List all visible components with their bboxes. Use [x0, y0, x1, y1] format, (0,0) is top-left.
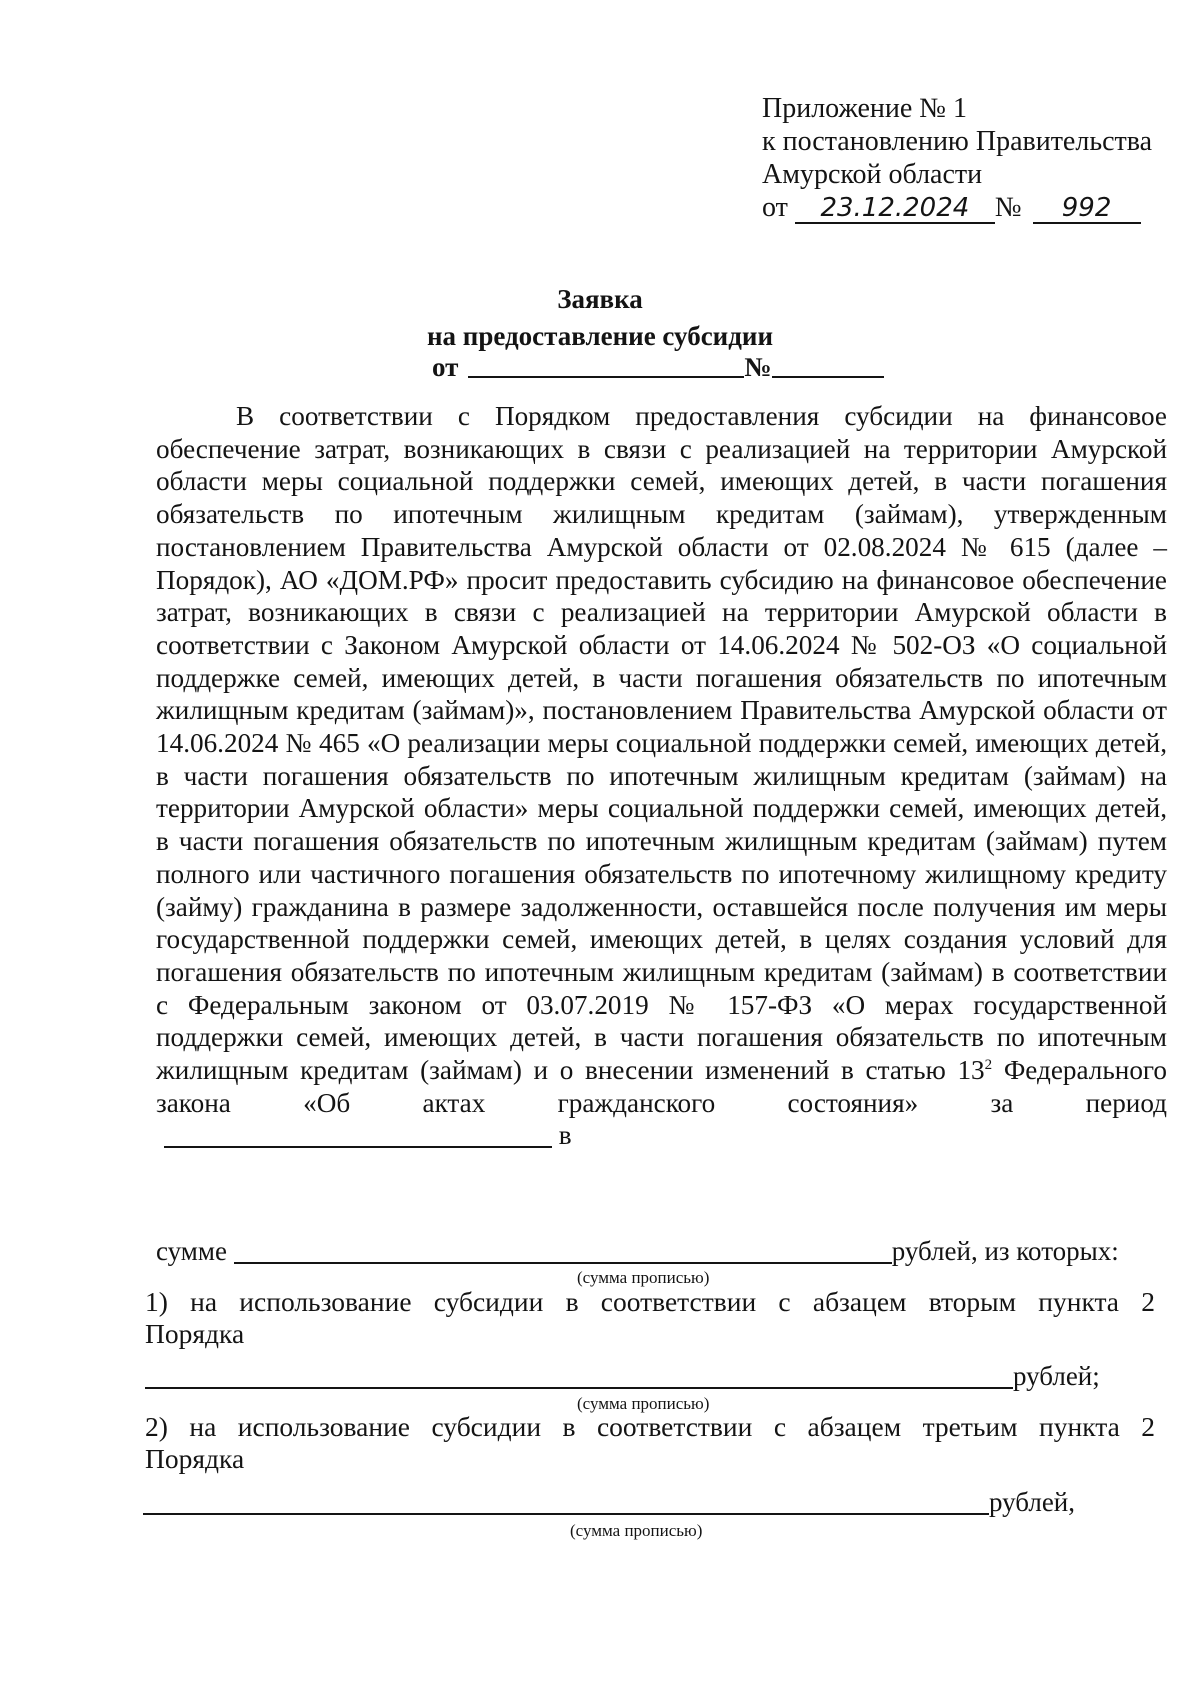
- item-1-suffix: рублей;: [1013, 1361, 1100, 1391]
- item-1: [145, 1286, 1155, 1350]
- from-label: от: [432, 352, 459, 382]
- item-1-amount-row: [145, 1361, 1100, 1392]
- item-1-text: 1) на использование субсидии в соответствии с абзацем вторым пункта 2: [145, 1286, 1155, 1317]
- paragraph-text: В соответствии с Порядком предоставления субсидии на финансовое обеспечение затрат, возникающих в связи с реализацией на территории Амурской области меры социальной поддержки семей, имеющих детей, в части погашения обязательств по ипотечным жилищным кредитам (займам), утвержденным постановлением Правительства Амурской области от 02.08.2024 № 615 (далее – Порядок), АО «ДОМ.РФ» просит предоставить субсидию на финансовое обеспечение затрат, возникающих в связи с реализацией на территории Амурской области в соответствии с Законом Амурской области от 14.06.2024 № 502-ОЗ «О социальной поддержке семей, имеющих детей, в части погашения обязательств по ипотечным жилищным кредитам (займам)», постановлением Правительства Амурской области от 14.06.2024 № 465 «О реализации меры социальной поддержки семей, имеющих детей, в части погашения обязательств по ипотечным жилищным кредитам (займам) на территории Амурской области» меры социальной поддержки семей, имеющих детей, в части погашения обязательств по ипотечным жилищным кредитам (займам) путем полного или частичного погашения обязательств по ипотечному жилищному кредиту (займу) гражданина в размере задолженности, оставшейся после получения им меры государственной поддержки семей, имеющих детей, в целях создания условий для погашения обязательств по ипотечным жилищным кредитам (займам) в соответствии с Федеральным законом от 03.07.2019 № 157-ФЗ «О мерах государственной поддержки семей, имеющих детей, в части погашения обязательств по ипотечным жилищным кредитам (займам) и о внесении изменений в статью 13: [156, 401, 1167, 1086]
- request-paragraph: [156, 400, 1167, 1152]
- item-2-suffix: рублей,: [989, 1487, 1076, 1517]
- item-2-text-2: Порядка: [145, 1443, 245, 1474]
- period-blank-line: [164, 1124, 552, 1148]
- paragraph-tail: Федерального закона «Об актах гражданского состояния» за период: [156, 1055, 1167, 1118]
- item-2-amount-row: [143, 1487, 1075, 1518]
- sum-suffix: рублей, из которых:: [891, 1236, 1119, 1266]
- attachment-header: [762, 92, 1152, 224]
- attachment-date-row: [762, 191, 1152, 224]
- date-prefix: от: [762, 192, 788, 223]
- sum-blank-line: [234, 1240, 892, 1264]
- number-label: №: [744, 352, 772, 382]
- number-sign: №: [994, 192, 1022, 223]
- period-suffix: в: [558, 1120, 572, 1151]
- item-2-caption: (сумма прописью): [570, 1521, 703, 1540]
- date-blank-line: [468, 352, 744, 378]
- item-1-caption: (сумма прописью): [577, 1394, 710, 1413]
- attachment-resolution: к постановлению Правительства: [762, 126, 1153, 157]
- attachment-region: Амурской области: [762, 159, 983, 190]
- item-2: [145, 1411, 1155, 1475]
- number-blank-line: [772, 352, 884, 378]
- document-subtitle: на предоставление субсидии: [426, 321, 774, 351]
- item-1-text-2: Порядка: [145, 1318, 245, 1349]
- sum-label: сумме: [156, 1236, 227, 1266]
- article-superscript: 2: [984, 1057, 993, 1073]
- document-title: Заявка: [557, 284, 643, 314]
- item-1-blank-line: [145, 1365, 1013, 1389]
- application-date-number-row: [432, 352, 884, 383]
- sum-caption: (сумма прописью): [577, 1268, 710, 1287]
- handwritten-number: 992: [1033, 194, 1141, 224]
- attachment-title: Приложение № 1: [762, 93, 967, 124]
- item-2-blank-line: [143, 1491, 989, 1515]
- item-2-text: 2) на использование субсидии в соответствии с абзацем третьим пункта 2: [145, 1411, 1155, 1442]
- handwritten-date: 23.12.2024: [795, 194, 995, 224]
- sum-row: [156, 1236, 1119, 1267]
